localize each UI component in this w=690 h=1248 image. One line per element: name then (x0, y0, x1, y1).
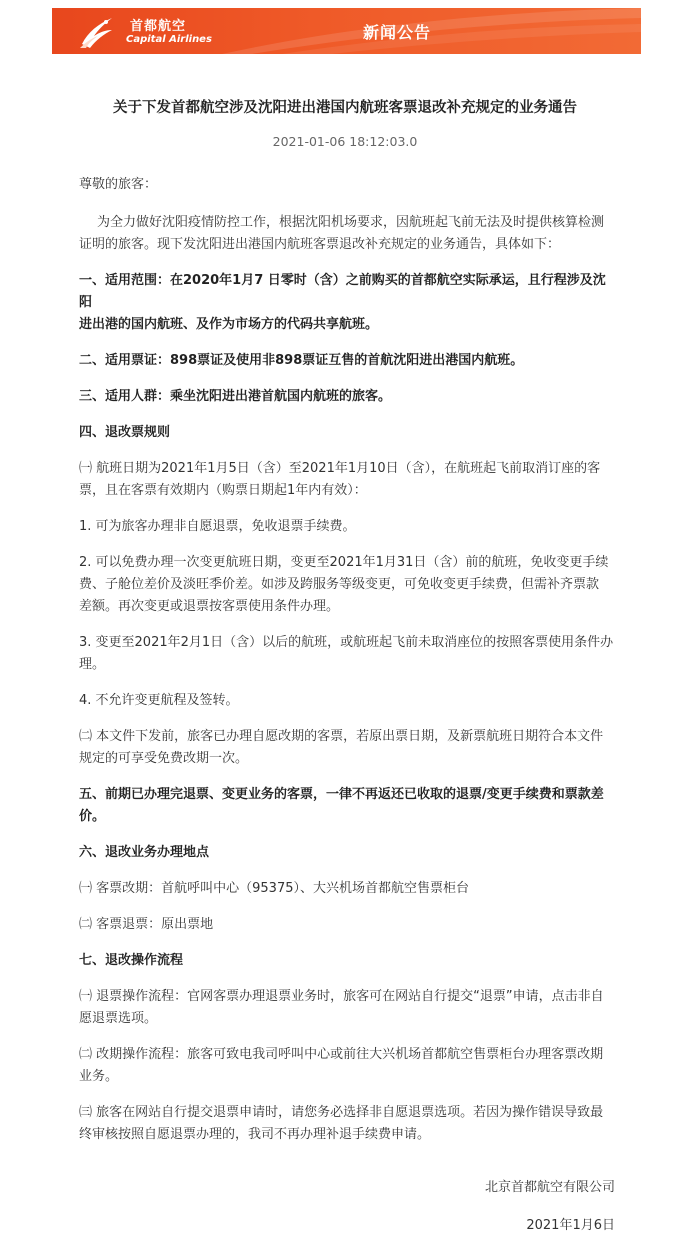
section-6-paragraph-1: ㈠ 客票改期：首航呼叫中心（95375）、大兴机场首都航空售票柜台 (79, 881, 469, 896)
s7p1-line-1: ㈠ 退票操作流程：官网客票办理退票业务时，旅客可在网站自行提交“退票”申请，点击非自 (79, 989, 604, 1004)
s4p2-line-1: ㈡ 本文件下发前，旅客已办理自愿改期的客票，若原出票日期，及新票航班日期符合本文件 (79, 729, 604, 744)
section-7-paragraph-3 (79, 1102, 615, 1146)
greeting: 尊敬的旅客： (79, 177, 158, 192)
signature-company: 北京首都航空有限公司 (484, 1180, 615, 1195)
s4i2-line-3: 差额。再次变更或退票按客票使用条件办理。 (79, 599, 340, 614)
publish-datetime: 2021-01-06 18:12:03.0 (272, 134, 418, 149)
brand-name-cn: 首都航空 (130, 19, 187, 34)
s4p2-line-2: 规定的可享受免费改期一次。 (79, 751, 249, 766)
section-4-item-3 (79, 632, 615, 676)
intro-paragraph (79, 212, 615, 256)
section-5 (79, 784, 615, 828)
section-1-scope (79, 270, 615, 336)
s5-line-1: 五、前期已办理完退票、变更业务的客票，一律不再返还已收取的退票/变更手续费和票款差 (79, 787, 604, 802)
swoosh-decoration (222, 8, 641, 54)
section-4-item-2 (79, 552, 615, 618)
section-4-paragraph-2 (79, 726, 615, 770)
section-2-tickets: 二、适用票证：898票证及使用非898票证互售的首航沈阳进出港国内航班。 (79, 353, 524, 368)
s7p2-line-1: ㈡ 改期操作流程：旅客可致电我司呼叫中心或前往大兴机场首都航空售票柜台办理客票改期 (79, 1047, 604, 1062)
s7p3-line-2: 终审核按照自愿退票办理的，我司不再办理补退手续费申请。 (79, 1127, 431, 1142)
article-body (79, 174, 615, 1146)
s7p3-line-1: ㈢ 旅客在网站自行提交退票申请时，请您务必选择非自愿退票选项。若因为操作错误导致最 (79, 1105, 604, 1120)
section-4-heading: 四、退改票规则 (79, 425, 171, 440)
article-title: 关于下发首都航空涉及沈阳进出港国内航班客票退改补充规定的业务通告 (113, 100, 577, 116)
section-4-item-1: 1. 可为旅客办理非自愿退票，免收退票手续费。 (79, 519, 356, 534)
signature-date: 2021年1月6日 (526, 1218, 615, 1233)
intro-line-1: 为全力做好沈阳疫情防控工作，根据沈阳机场要求，因航班起飞前无法及时提供核算检测 (97, 215, 605, 230)
brand-name-en: Capital Airlines (126, 34, 212, 45)
header-banner (52, 8, 641, 54)
s4p1-line-1: ㈠ 航班日期为2021年1月5日（含）至2021年1月10日（含），在航班起飞前取消订座的客 (79, 461, 601, 476)
s4i3-line-2: 理。 (79, 657, 106, 672)
section-7-paragraph-2 (79, 1044, 615, 1088)
section-4-paragraph-1 (79, 458, 615, 502)
intro-line-2: 证明的旅客。现下发沈阳进出港国内航班客票退改补充规定的业务通告，具体如下： (79, 237, 561, 252)
s7p1-line-2: 愿退票选项。 (79, 1011, 158, 1026)
s4i2-line-1: 2. 可以免费办理一次变更航班日期，变更至2021年1月31日（含）前的航班，免收变更手续 (79, 555, 609, 570)
s4i3-line-1: 3. 变更至2021年2月1日（含）以后的航班，或航班起飞前未取消座位的按照客票使用条件办 (79, 635, 614, 650)
section-4-item-4: 4. 不允许变更航程及签转。 (79, 693, 239, 708)
section-1-line-2: 进出港的国内航班、及作为市场方的代码共享航班。 (79, 317, 379, 332)
section-1-line-1: 一、适用范围：在2020年1月7 日零时（含）之前购买的首都航空实际承运，且行程涉及沈阳 (79, 273, 606, 310)
section-7-paragraph-1 (79, 986, 615, 1030)
s4i2-line-2: 费、子舱位差价及淡旺季价差。如涉及跨服务等级变更，可免收变更手续费，但需补齐票款 (79, 577, 600, 592)
s4p1-line-2: 票，且在客票有效期内（购票日期起1年内有效）： (79, 483, 367, 498)
section-3-passengers: 三、适用人群：乘坐沈阳进出港首航国内航班的旅客。 (79, 389, 392, 404)
section-6-paragraph-2: ㈡ 客票退票：原出票地 (79, 917, 214, 932)
phoenix-logo-icon (76, 14, 116, 50)
s7p2-line-2: 业务。 (79, 1069, 119, 1084)
s5-line-2: 价。 (79, 809, 106, 824)
section-6-heading: 六、退改业务办理地点 (79, 845, 210, 860)
section-7-heading: 七、退改操作流程 (79, 953, 184, 968)
section-title: 新闻公告 (363, 23, 432, 42)
